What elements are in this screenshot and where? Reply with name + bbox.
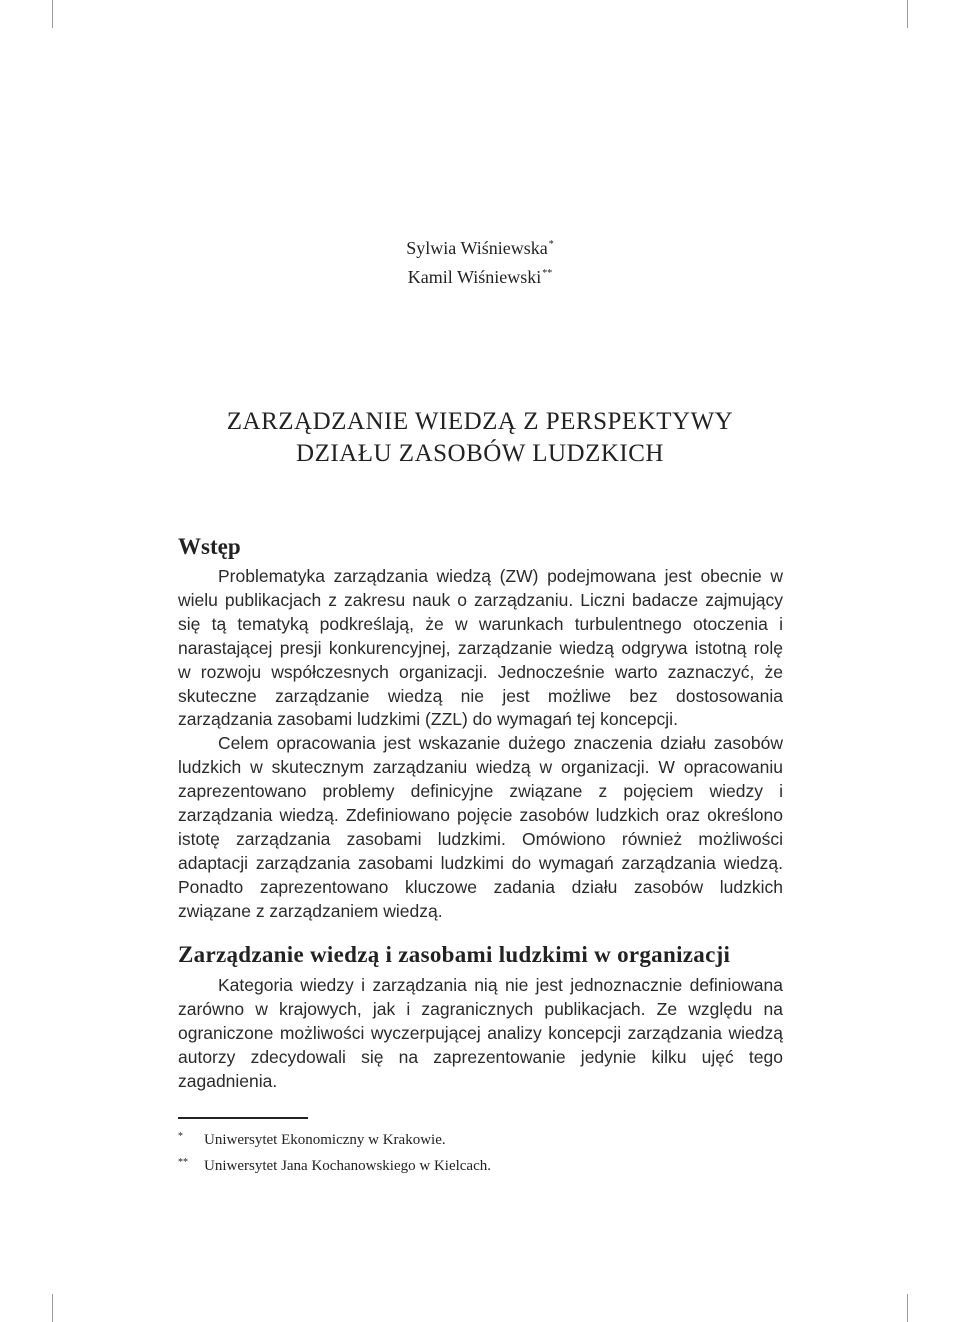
- author-affiliation-mark: **: [542, 268, 553, 279]
- paper-title-line: ZARZĄDZANIE WIEDZĄ Z PERSPEKTYWY: [226, 408, 734, 435]
- paragraph: Problematyka zarządzania wiedzą (ZW) podejmowana jest obecnie w wielu publikacjach z zakresu nauk o zarządzaniu. Liczni badacze zajmujący się tą tematyką podkreślają, że w warunkach turbulentnego otoczenia i narastającej presji konkurencyjnej, zarządzanie wiedzą odgrywa istotną rolę w rozwoju współczesnych organizacji. Jednocześnie warto zaznaczyć, że skuteczne zarządzanie wiedzą nie jest możliwe bez dostosowania zarządzania zasobami ludzkimi (ZZL) do wymagań tej koncepcji.: [178, 566, 783, 730]
- footnote: [178, 1128, 491, 1154]
- paragraph: Celem opracowania jest wskazanie dużego znaczenia działu zasobów ludzkich w skutecznym zarządzaniu wiedzą w organizacji. W opracowaniu zaprezentowano problemy definicyjne związane z pojęciem wiedzy i zarządzania wiedzą. Zdefiniowano pojęcie zasobów ludzkich oraz określono istotę zarządzania zasobami ludzkimi. Omówiono również możliwości adaptacji zarządzania zasobami ludzkimi do wymagań zarządzania wiedzą. Ponadto zaprezentowano kluczowe zadania działu zasobów ludzkich związane z zarządzaniem wiedzą.: [178, 733, 783, 921]
- author-name: Sylwia Wiśniewska: [406, 238, 548, 258]
- author-line: [0, 261, 960, 290]
- footnote-mark: *: [178, 1131, 183, 1142]
- author-line: [0, 232, 960, 261]
- crop-mark-top-right: [907, 0, 908, 28]
- author-block: [0, 232, 960, 290]
- author-affiliation-mark: *: [548, 239, 554, 250]
- section-heading: Wstęp: [178, 534, 241, 559]
- footnotes: [178, 1128, 491, 1180]
- section-body: [178, 565, 783, 924]
- section-heading: Zarządzanie wiedzą i zasobami ludzkimi w organizacji: [178, 942, 731, 967]
- crop-mark-bottom-right: [907, 1294, 908, 1322]
- section-body: [178, 974, 783, 1094]
- paragraph: Kategoria wiedzy i zarządzania nią nie jest jednoznacznie definiowana zarówno w krajowych, jak i zagranicznych publikacjach. Ze względu na ograniczone możliwości wyczerpującej analizy koncepcji zarządzania wiedzą autorzy zdecydowali się na zaprezentowanie jedynie kilku ujęć tego zagadnienia.: [178, 975, 783, 1091]
- paper-title: [0, 406, 960, 470]
- author-name: Kamil Wiśniewski: [407, 267, 542, 287]
- paper-title-line: DZIAŁU ZASOBÓW LUDZKICH: [296, 440, 664, 467]
- footnote-separator: [178, 1117, 308, 1119]
- footnote-text: Uniwersytet Jana Kochanowskiego w Kielcach.: [204, 1158, 491, 1174]
- footnote-mark: **: [178, 1157, 188, 1168]
- footnote: [178, 1154, 491, 1180]
- footnote-text: Uniwersytet Ekonomiczny w Krakowie.: [204, 1132, 446, 1148]
- crop-mark-top-left: [52, 0, 53, 28]
- crop-mark-bottom-left: [52, 1294, 53, 1322]
